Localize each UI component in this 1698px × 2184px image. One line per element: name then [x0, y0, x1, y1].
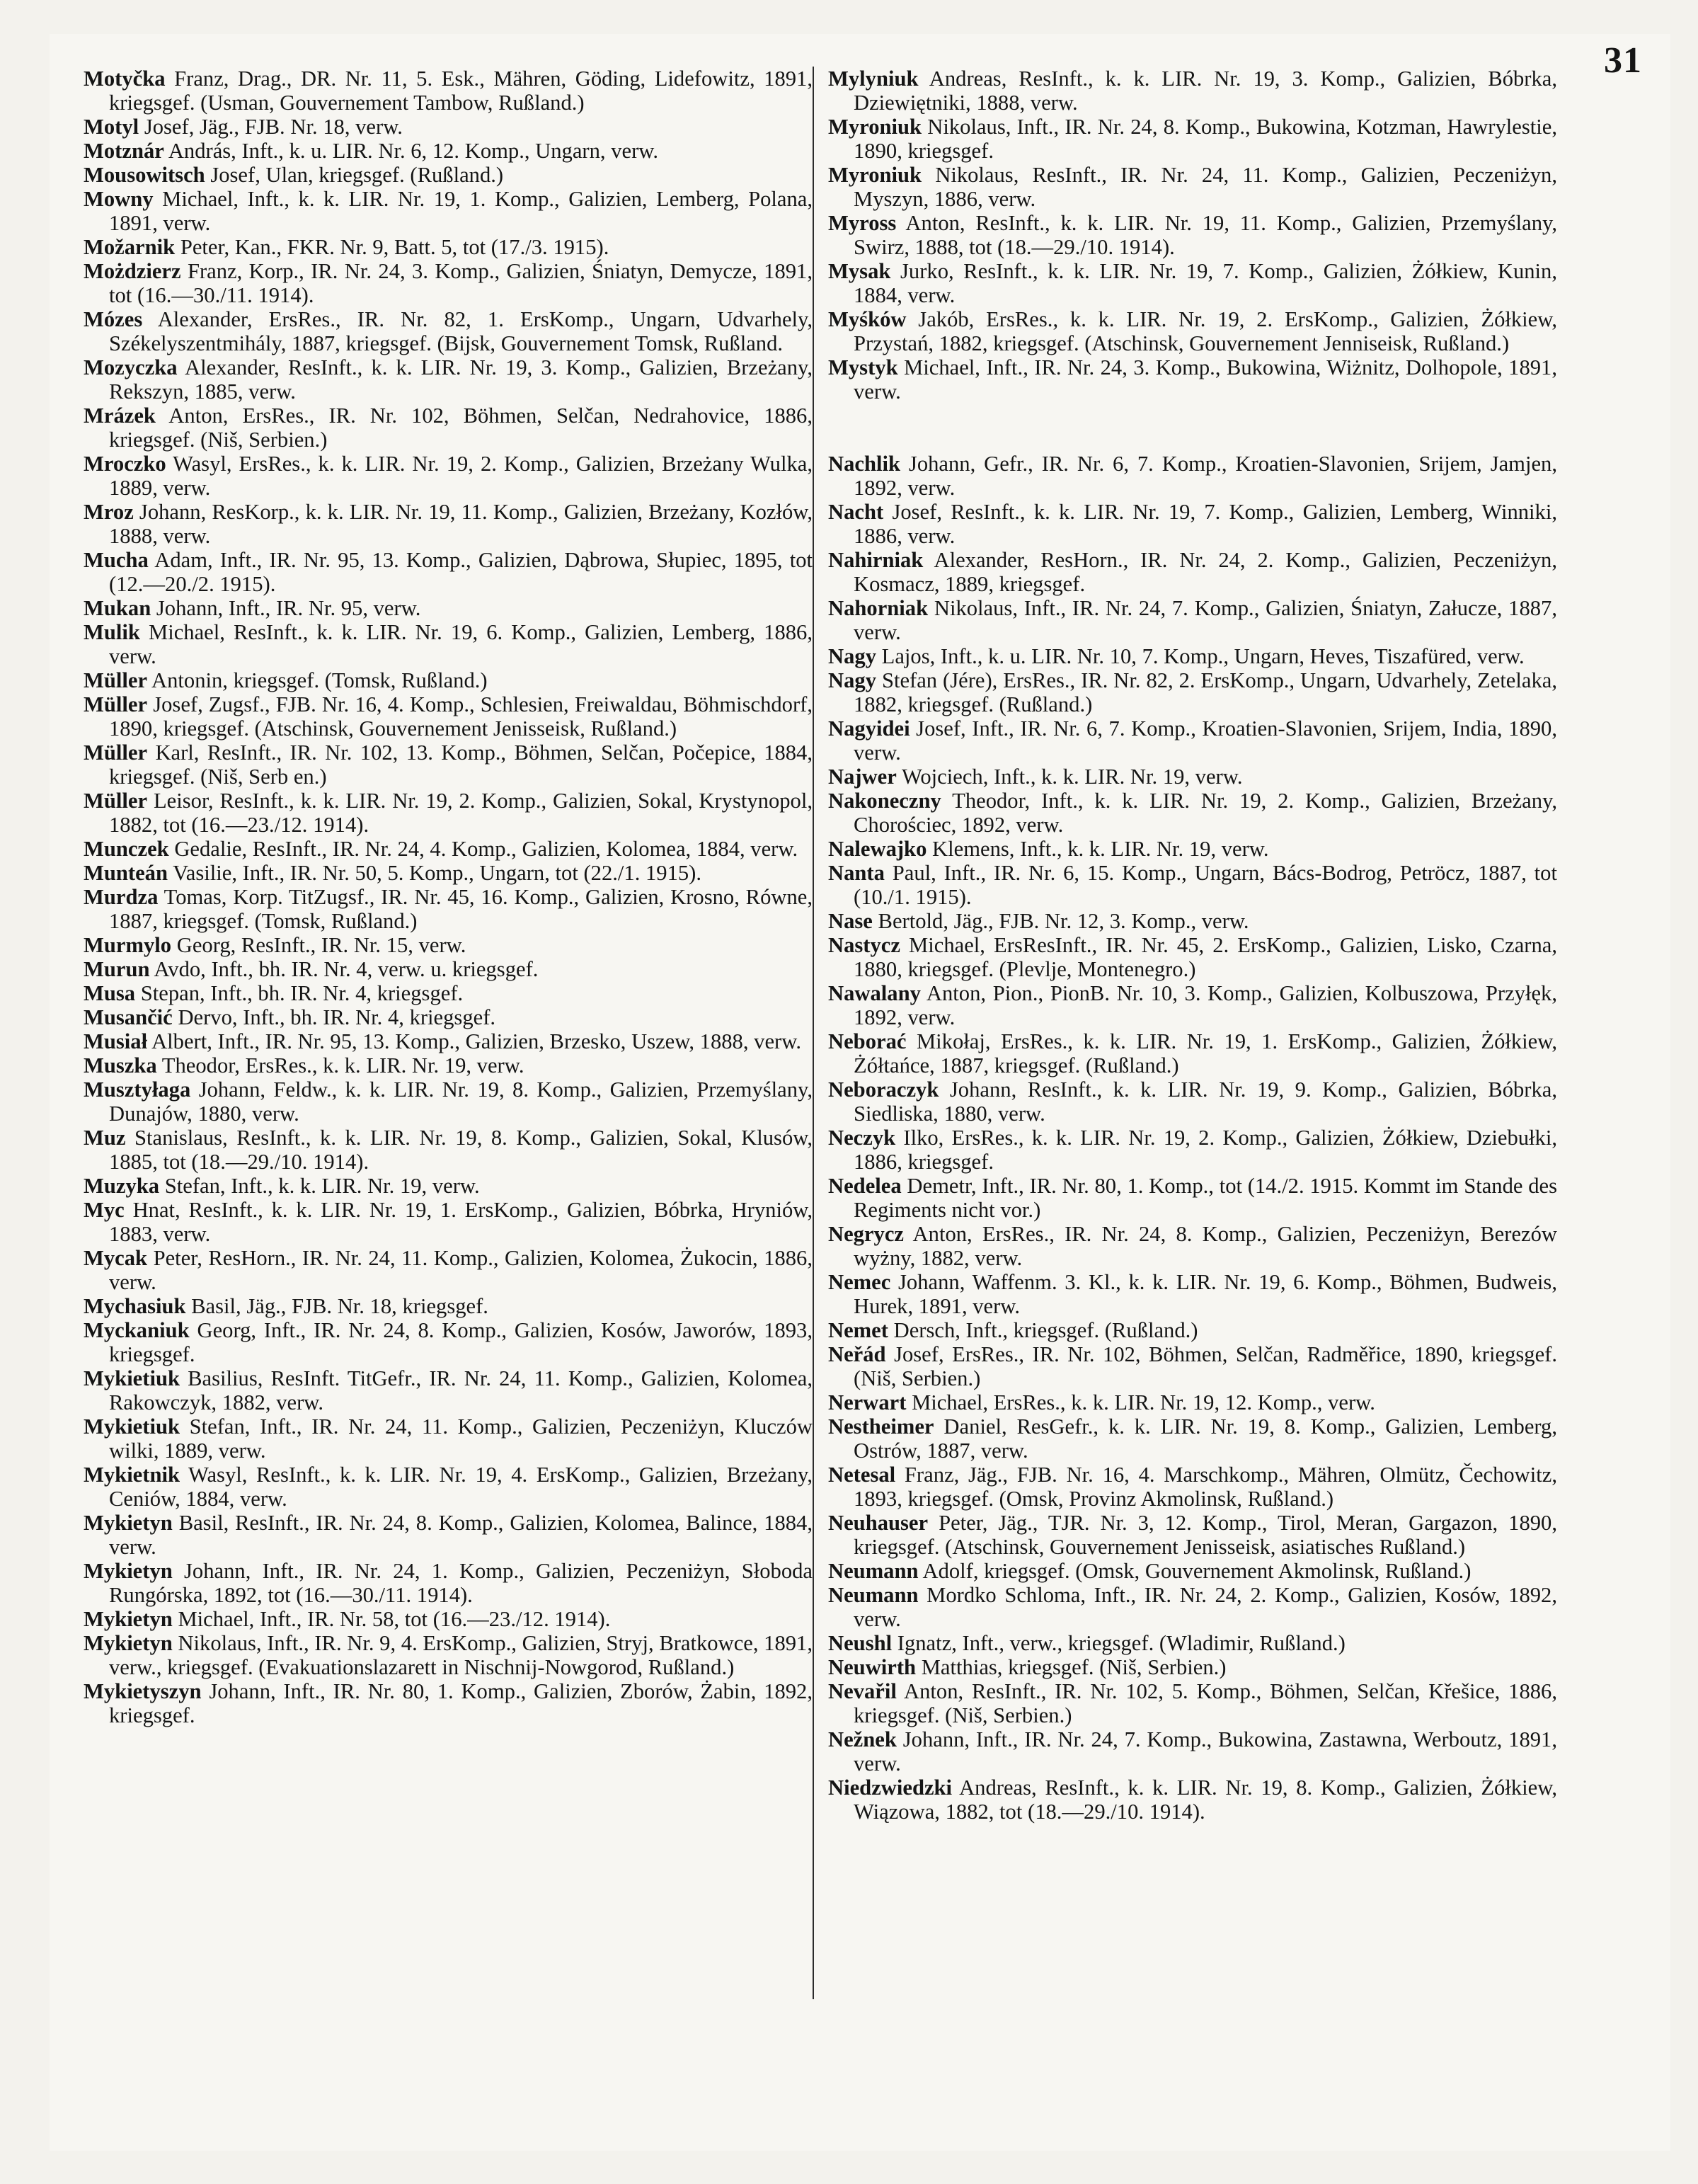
entry-surname: Murun: [84, 957, 150, 981]
entry-surname: Motyl: [84, 115, 139, 139]
entry-details: Jurko, ResInft., k. k. LIR. Nr. 19, 7. Komp., Galizien, Żółkiew, Kunin, 1884, verw.: [854, 259, 1557, 307]
entry-surname: Nahirniak: [828, 548, 924, 572]
entry-details: András, Inft., k. u. LIR. Nr. 6, 12. Komp., Ungarn, verw.: [168, 139, 659, 163]
entry-details: Nikolaus, Inft., IR. Nr. 24, 7. Komp., Galizien, Śniatyn, Załucze, 1887, verw.: [854, 596, 1558, 644]
register-entry: [828, 1029, 1557, 1077]
register-entry: [84, 163, 813, 187]
register-entry: [828, 163, 1557, 211]
entry-surname: Mowny: [84, 187, 154, 211]
entry-details: Johann, Feldw., k. k. LIR. Nr. 19, 8. Komp., Galizien, Przemyślany, Dunajów, 1880, verw.: [109, 1077, 813, 1126]
entry-details: Klemens, Inft., k. k. LIR. Nr. 19, verw.: [932, 837, 1269, 861]
entry-details: Wojciech, Inft., k. k. LIR. Nr. 19, verw.: [901, 765, 1243, 789]
register-entry: [828, 1463, 1557, 1511]
register-entry: [828, 1631, 1557, 1655]
entry-details: Antonin, kriegsgef. (Tomsk, Rußland.): [151, 668, 488, 692]
entry-surname: Neczyk: [828, 1126, 896, 1150]
entry-details: Matthias, kriegsgef. (Niš, Serbien.): [921, 1655, 1227, 1679]
right-column-n-section: [828, 452, 1557, 1824]
entry-surname: Myśków: [828, 307, 907, 331]
register-entry: [828, 307, 1557, 355]
register-entry: [828, 548, 1557, 596]
entry-details: Michael, ErsRes., k. k. LIR. Nr. 19, 12. Komp., verw.: [912, 1390, 1375, 1414]
register-entry: [828, 596, 1557, 644]
right-column-m-section: [828, 67, 1557, 404]
entry-details: Wasyl, ErsRes., k. k. LIR. Nr. 19, 2. Komp., Galizien, Brzeżany Wulka, 1889, verw.: [109, 452, 813, 500]
entry-surname: Mylyniuk: [828, 67, 919, 91]
register-entry: [84, 885, 813, 933]
register-entry: [828, 789, 1557, 837]
entry-details: Michael, ResInft., k. k. LIR. Nr. 19, 6. Komp., Galizien, Lemberg, 1886, verw.: [109, 620, 813, 668]
register-entry: [828, 67, 1557, 115]
register-entry: [84, 692, 813, 741]
entry-surname: Mukan: [84, 596, 151, 620]
entry-surname: Motyčka: [84, 67, 166, 91]
register-entry: [828, 1727, 1557, 1776]
entry-details: Peter, Kan., FKR. Nr. 9, Batt. 5, tot (17./3. 1915).: [180, 235, 609, 259]
entry-surname: Nastycz: [828, 933, 900, 957]
entry-details: Alexander, ResHorn., IR. Nr. 24, 2. Komp., Galizien, Peczeniżyn, Kosmacz, 1889, kriegsgef.: [854, 548, 1557, 596]
register-entry: [84, 1679, 813, 1727]
entry-surname: Muz: [84, 1126, 126, 1150]
entry-surname: Nacht: [828, 500, 884, 524]
entry-surname: Murmylo: [84, 933, 172, 957]
register-entry: [828, 1342, 1557, 1390]
entry-details: Josef, Inft., IR. Nr. 6, 7. Komp., Kroatien-Slavonien, Srijem, India, 1890, verw.: [854, 716, 1557, 765]
register-entry: [828, 1679, 1557, 1727]
entry-details: Karl, ResInft., IR. Nr. 102, 13. Komp., Böhmen, Selčan, Počepice, 1884, kriegsgef. (Niš, Serb en.): [109, 741, 813, 789]
register-entry: [84, 500, 813, 548]
entry-surname: Niedzwiedzki: [828, 1776, 953, 1800]
entry-surname: Możdzierz: [84, 259, 181, 283]
entry-surname: Nase: [828, 909, 873, 933]
register-entry: [828, 644, 1557, 668]
entry-surname: Neumann: [828, 1583, 919, 1607]
entry-surname: Nedelea: [828, 1174, 902, 1198]
entry-details: Michael, ErsResInft., IR. Nr. 45, 2. ErsKomp., Galizien, Lisko, Czarna, 1880, kriegsgef. (Plevlje, Montenegro.): [854, 933, 1557, 981]
entry-surname: Munteán: [84, 861, 168, 885]
right-column: [828, 67, 1557, 1824]
page-number: 31: [1604, 40, 1642, 81]
register-entry: [84, 1414, 813, 1463]
register-entry: [84, 596, 813, 620]
entry-surname: Negrycz: [828, 1222, 905, 1246]
entry-surname: Nerwart: [828, 1390, 907, 1414]
entry-surname: Mulik: [84, 620, 140, 644]
register-entry: [84, 307, 813, 355]
register-entry: [828, 115, 1557, 163]
entry-surname: Neushl: [828, 1631, 893, 1655]
register-entry: [84, 1294, 813, 1318]
entry-details: Ilko, ErsRes., k. k. LIR. Nr. 19, 2. Komp., Galizien, Żółkiew, Dziebułki, 1886, kriegsgef.: [854, 1126, 1557, 1174]
entry-surname: Nanta: [828, 861, 885, 885]
entry-details: Adam, Inft., IR. Nr. 95, 13. Komp., Galizien, Dąbrowa, Słupiec, 1895, tot (12.—20./2. 1915).: [109, 548, 813, 596]
register-entry: [84, 548, 813, 596]
entry-details: Theodor, ErsRes., k. k. LIR. Nr. 19, verw.: [161, 1053, 524, 1077]
entry-details: Franz, Drag., DR. Nr. 11, 5. Esk., Mähren, Göding, Lidefowitz, 1891, kriegsgef. (Usman, Gouvernement Tambow, Rußland.): [109, 67, 813, 115]
entry-details: Wasyl, ResInft., k. k. LIR. Nr. 19, 4. ErsKomp., Galizien, Brzeżany, Ceniów, 1884, verw.: [109, 1463, 813, 1511]
register-entry: [828, 1655, 1557, 1679]
entry-surname: Mychasiuk: [84, 1294, 186, 1318]
register-entry: [828, 1390, 1557, 1414]
register-entry: [828, 1776, 1557, 1824]
register-entry: [828, 1559, 1557, 1583]
entry-surname: Mykietiuk: [84, 1366, 180, 1390]
entry-details: Josef, ResInft., k. k. LIR. Nr. 19, 7. Komp., Galizien, Lemberg, Winniki, 1886, verw.: [854, 500, 1557, 548]
register-entry: [84, 1005, 813, 1029]
entry-surname: Murdza: [84, 885, 159, 909]
register-entry: [828, 355, 1557, 404]
register-entry: [828, 1270, 1557, 1318]
register-entry: [828, 1077, 1557, 1126]
register-entry: [84, 259, 813, 307]
register-entry: [84, 1126, 813, 1174]
entry-surname: Neřád: [828, 1342, 886, 1366]
entry-details: Andreas, ResInft., k. k. LIR. Nr. 19, 8. Komp., Galizien, Żółkiew, Wiązowa, 1882, tot (18.—29./10. 1914).: [854, 1776, 1557, 1824]
register-entry: [84, 1631, 813, 1679]
entry-details: Tomas, Korp. TitZugsf., IR. Nr. 45, 16. Komp., Galizien, Krosno, Równe, 1887, kriegsgef. (Tomsk, Rußland.): [109, 885, 813, 933]
entry-surname: Myross: [828, 211, 897, 235]
entry-details: Ignatz, Inft., verw., kriegsgef. (Wladimir, Rußland.): [897, 1631, 1346, 1655]
entry-details: Johann, ResInft., k. k. LIR. Nr. 19, 9. Komp., Galizien, Bóbrka, Siedliska, 1880, verw.: [854, 1077, 1557, 1126]
register-entry: [84, 1246, 813, 1294]
column-divider: [813, 67, 814, 1999]
entry-surname: Musiał: [84, 1029, 148, 1053]
entry-details: Georg, ResInft., IR. Nr. 15, verw.: [176, 933, 466, 957]
register-entry: [84, 67, 813, 115]
register-entry: [84, 837, 813, 861]
entry-surname: Mystyk: [828, 355, 898, 379]
entry-details: Anton, ResInft., k. k. LIR. Nr. 19, 11. Komp., Galizien, Przemyślany, Swirz, 1888, tot (18.—29./10. 1914).: [854, 211, 1557, 259]
entry-details: Josef, ErsRes., IR. Nr. 102, Böhmen, Selčan, Radměřice, 1890, kriegsgef. (Niš, Serbien.): [854, 1342, 1557, 1390]
entry-details: Basil, Jäg., FJB. Nr. 18, kriegsgef.: [191, 1294, 488, 1318]
entry-details: Johann, Inft., IR. Nr. 24, 1. Komp., Galizien, Peczeniżyn, Słoboda Rungórska, 1892, tot (16.—30./11. 1914).: [109, 1559, 813, 1607]
entry-surname: Müller: [84, 668, 148, 692]
register-entry: [828, 909, 1557, 933]
entry-details: Stanislaus, ResInft., k. k. LIR. Nr. 19, 8. Komp., Galizien, Sokal, Klusów, 1885, tot (18.—29./10. 1914).: [109, 1126, 813, 1174]
entry-details: Demetr, Inft., IR. Nr. 80, 1. Komp., tot (14./2. 1915. Kommt im Stande des Regiments nicht vor.): [854, 1174, 1557, 1222]
register-entry: [84, 957, 813, 981]
entry-details: Johann, ResKorp., k. k. LIR. Nr. 19, 11. Komp., Galizien, Brzeżany, Kozłów, 1888, verw.: [109, 500, 813, 548]
entry-surname: Myc: [84, 1198, 125, 1222]
register-entry: [84, 1198, 813, 1246]
entry-details: Josef, Zugsf., FJB. Nr. 16, 4. Komp., Schlesien, Freiwaldau, Böhmischdorf, 1890, kriegsgef. (Atschinsk, Gouvernement Jenisseisk, Rußland.): [109, 692, 813, 741]
register-entry: [84, 668, 813, 692]
register-entry: [84, 115, 813, 139]
entry-surname: Nežnek: [828, 1727, 897, 1751]
register-entry: [84, 861, 813, 885]
register-entry: [84, 1318, 813, 1366]
entry-details: Alexander, ErsRes., IR. Nr. 82, 1. ErsKomp., Ungarn, Udvarhely, Székelyszentmihály, 1887, kriegsgef. (Bijsk, Gouvernement Tomsk, Rußland.: [109, 307, 813, 355]
entry-details: Johann, Gefr., IR. Nr. 6, 7. Komp., Kroatien-Slavonien, Srijem, Jamjen, 1892, verw.: [854, 452, 1558, 500]
entry-details: Basil, ResInft., IR. Nr. 24, 8. Komp., Galizien, Kolomea, Balince, 1884, verw.: [109, 1511, 813, 1559]
entry-surname: Müller: [84, 789, 148, 813]
entry-surname: Neuhauser: [828, 1511, 929, 1535]
register-entry: [84, 452, 813, 500]
entry-surname: Mykietyszyn: [84, 1679, 202, 1703]
entry-details: Peter, ResHorn., IR. Nr. 24, 11. Komp., Galizien, Kolomea, Żukocin, 1886, verw.: [109, 1246, 813, 1294]
register-entry: [84, 789, 813, 837]
entry-surname: Musztyłaga: [84, 1077, 191, 1102]
register-entry: [828, 259, 1557, 307]
entry-surname: Nalewajko: [828, 837, 927, 861]
entry-details: Adolf, kriegsgef. (Omsk, Gouvernement Akmolinsk, Rußland.): [922, 1559, 1472, 1583]
entry-details: Johann, Waffenm. 3. Kl., k. k. LIR. Nr. 19, 6. Komp., Böhmen, Budweis, Hurek, 1891, verw.: [854, 1270, 1557, 1318]
entry-details: Johann, Inft., IR. Nr. 95, verw.: [156, 596, 421, 620]
entry-details: Dersch, Inft., kriegsgef. (Rußland.): [893, 1318, 1198, 1342]
register-entry: [84, 355, 813, 404]
entry-details: Peter, Jäg., TJR. Nr. 3, 12. Komp., Tirol, Meran, Gargazon, 1890, kriegsgef. (Atschinsk, Gouvernement Jenisseisk, asiatisches Rußland.): [854, 1511, 1557, 1559]
register-entry: [84, 1559, 813, 1607]
entry-details: Lajos, Inft., k. u. LIR. Nr. 10, 7. Komp., Ungarn, Heves, Tiszafüred, verw.: [881, 644, 1525, 668]
entry-details: Jakób, ErsRes., k. k. LIR. Nr. 19, 2. ErsKomp., Galizien, Żółkiew, Przystań, 1882, kriegsgef. (Atschinsk, Gouvernement Jenniseisk, Rußland.): [854, 307, 1557, 355]
entry-surname: Neborać: [828, 1029, 907, 1053]
entry-details: Theodor, Inft., k. k. LIR. Nr. 19, 2. Komp., Galizien, Brzeżany, Chorościec, 1892, verw.: [854, 789, 1557, 837]
register-entry: [828, 1583, 1557, 1631]
entry-surname: Nawalany: [828, 981, 921, 1005]
register-entry: [84, 1511, 813, 1559]
entry-surname: Mykietyn: [84, 1631, 173, 1655]
entry-surname: Munczek: [84, 837, 169, 861]
register-entry: [828, 1126, 1557, 1174]
entry-details: Andreas, ResInft., k. k. LIR. Nr. 19, 3. Komp., Galizien, Bóbrka, Dziewiętniki, 1888, verw.: [854, 67, 1558, 115]
register-entry: [84, 620, 813, 668]
entry-surname: Mycak: [84, 1246, 148, 1270]
entry-surname: Muzyka: [84, 1174, 160, 1198]
entry-surname: Nevařil: [828, 1679, 897, 1703]
section-gap: [828, 404, 1557, 452]
register-entry: [84, 1029, 813, 1053]
entry-details: Leisor, ResInft., k. k. LIR. Nr. 19, 2. Komp., Galizien, Sokal, Krystynopol, 1882, tot (16.—23./12. 1914).: [109, 789, 813, 837]
entry-surname: Musa: [84, 981, 136, 1005]
register-entry: [828, 981, 1557, 1029]
register-entry: [828, 668, 1557, 716]
left-column: [84, 67, 813, 1727]
entry-details: Nikolaus, Inft., IR. Nr. 9, 4. ErsKomp., Galizien, Stryj, Bratkowce, 1891, verw., kriegsgef. (Evakuationslazarett in Nischnij-Nowgorod, Rußland.): [109, 1631, 813, 1679]
entry-surname: Nemec: [828, 1270, 891, 1294]
entry-surname: Mucha: [84, 548, 149, 572]
entry-surname: Nachlik: [828, 452, 900, 476]
register-entry: [828, 933, 1557, 981]
entry-surname: Myckaniuk: [84, 1318, 190, 1342]
entry-details: Albert, Inft., IR. Nr. 95, 13. Komp., Galizien, Brzesko, Uszew, 1888, verw.: [151, 1029, 801, 1053]
entry-details: Mordko Schloma, Inft., IR. Nr. 24, 2. Komp., Galizien, Kosów, 1892, verw.: [854, 1583, 1557, 1631]
entry-details: Anton, ResInft., IR. Nr. 102, 5. Komp., Böhmen, Selčan, Křešice, 1886, kriegsgef. (Niš, Serbien.): [854, 1679, 1558, 1727]
register-entry: [828, 1222, 1557, 1270]
entry-details: Michael, Inft., k. k. LIR. Nr. 19, 1. Komp., Galizien, Lemberg, Polana, 1891, verw.: [109, 187, 813, 235]
register-entry: [84, 1174, 813, 1198]
entry-surname: Myroniuk: [828, 115, 922, 139]
entry-surname: Müller: [84, 741, 148, 765]
register-entry: [84, 187, 813, 235]
register-entry: [828, 1174, 1557, 1222]
entry-details: Bertold, Jäg., FJB. Nr. 12, 3. Komp., verw.: [878, 909, 1249, 933]
entry-details: Mikołaj, ErsRes., k. k. LIR. Nr. 19, 1. ErsKomp., Galizien, Żółkiew, Żółtańce, 1887, kriegsgef. (Rußland.): [854, 1029, 1558, 1077]
register-entry: [828, 716, 1557, 765]
entry-surname: Nakoneczny: [828, 789, 941, 813]
register-entry: [828, 1414, 1557, 1463]
register-entry: [828, 765, 1557, 789]
entry-details: Hnat, ResInft., k. k. LIR. Nr. 19, 1. ErsKomp., Galizien, Bóbrka, Hryniów, 1883, verw.: [109, 1198, 813, 1246]
entry-details: Franz, Korp., IR. Nr. 24, 3. Komp., Galizien, Śniatyn, Demycze, 1891, tot (16.—30./11. 1914).: [109, 259, 813, 307]
entry-surname: Nahorniak: [828, 596, 929, 620]
entry-details: Franz, Jäg., FJB. Nr. 16, 4. Marschkomp., Mähren, Olmütz, Čechowitz, 1893, kriegsgef. (Omsk, Provinz Akmolinsk, Rußland.): [854, 1463, 1557, 1511]
entry-surname: Mykietyn: [84, 1511, 173, 1535]
entry-details: Stefan, Inft., k. k. LIR. Nr. 19, verw.: [164, 1174, 480, 1198]
register-entry: [84, 1463, 813, 1511]
register-entry: [84, 741, 813, 789]
register-entry: [828, 861, 1557, 909]
entry-surname: Nemet: [828, 1318, 888, 1342]
entry-surname: Mozyczka: [84, 355, 178, 379]
entry-surname: Nestheimer: [828, 1414, 934, 1439]
entry-details: Stefan (Jére), ErsRes., IR. Nr. 82, 2. ErsKomp., Ungarn, Udvarhely, Zetelaka, 1882, kriegsgef. (Rußland.): [854, 668, 1557, 716]
entry-details: Nikolaus, ResInft., IR. Nr. 24, 11. Komp., Galizien, Peczeniżyn, Myszyn, 1886, verw.: [854, 163, 1557, 211]
entry-details: Josef, Jäg., FJB. Nr. 18, verw.: [144, 115, 403, 139]
register-entry: [828, 211, 1557, 259]
entry-surname: Musančić: [84, 1005, 173, 1029]
entry-details: Gedalie, ResInft., IR. Nr. 24, 4. Komp., Galizien, Kolomea, 1884, verw.: [174, 837, 798, 861]
entry-details: Josef, Ulan, kriegsgef. (Rußland.): [210, 163, 504, 187]
register-entry: [84, 235, 813, 259]
entry-details: Paul, Inft., IR. Nr. 6, 15. Komp., Ungarn, Bács-Bodrog, Petröcz, 1887, tot (10./1. 1915).: [854, 861, 1557, 909]
entry-details: Vasilie, Inft., IR. Nr. 50, 5. Komp., Ungarn, tot (22./1. 1915).: [173, 861, 702, 885]
register-entry: [84, 981, 813, 1005]
register-entry: [84, 1607, 813, 1631]
register-entry: [84, 404, 813, 452]
entry-surname: Mrázek: [84, 404, 156, 428]
entry-surname: Mroczko: [84, 452, 166, 476]
entry-surname: Nagyidei: [828, 716, 910, 741]
entry-surname: Možarnik: [84, 235, 176, 259]
entry-surname: Mykietiuk: [84, 1414, 180, 1439]
entry-details: Avdo, Inft., bh. IR. Nr. 4, verw. u. kriegsgef.: [154, 957, 539, 981]
entry-details: Michael, Inft., IR. Nr. 58, tot (16.—23./12. 1914).: [178, 1607, 611, 1631]
register-entry: [84, 139, 813, 163]
entry-surname: Mroz: [84, 500, 134, 524]
entry-surname: Müller: [84, 692, 148, 716]
entry-details: Alexander, ResInft., k. k. LIR. Nr. 19, 3. Komp., Galizien, Brzeżany, Rekszyn, 1885, verw.: [109, 355, 813, 404]
entry-surname: Netesal: [828, 1463, 896, 1487]
entry-details: Georg, Inft., IR. Nr. 24, 8. Komp., Galizien, Kosów, Jaworów, 1893, kriegsgef.: [109, 1318, 813, 1366]
entry-details: Stefan, Inft., IR. Nr. 24, 11. Komp., Galizien, Peczeniżyn, Kluczów wilki, 1889, verw.: [109, 1414, 813, 1463]
entry-surname: Nagy: [828, 644, 876, 668]
entry-details: Stepan, Inft., bh. IR. Nr. 4, kriegsgef.: [140, 981, 464, 1005]
register-entry: [828, 452, 1557, 500]
entry-surname: Neuwirth: [828, 1655, 917, 1679]
register-entry: [84, 1366, 813, 1414]
register-entry: [828, 1511, 1557, 1559]
entry-details: Anton, ErsRes., IR. Nr. 102, Böhmen, Selčan, Nedrahovice, 1886, kriegsgef. (Niš, Serbien.): [109, 404, 813, 452]
entry-surname: Neboraczyk: [828, 1077, 939, 1102]
register-entry: [84, 1077, 813, 1126]
entry-details: Johann, Inft., IR. Nr. 24, 7. Komp., Bukowina, Zastawna, Werboutz, 1891, verw.: [854, 1727, 1557, 1776]
register-entry: [828, 500, 1557, 548]
entry-surname: Mózes: [84, 307, 143, 331]
entry-details: Dervo, Inft., bh. IR. Nr. 4, kriegsgef.: [178, 1005, 496, 1029]
entry-surname: Neumann: [828, 1559, 919, 1583]
entry-details: Basilius, ResInft. TitGefr., IR. Nr. 24, 11. Komp., Galizien, Kolomea, Rakowczyk, 1882, verw.: [109, 1366, 813, 1414]
register-entry: [828, 837, 1557, 861]
entry-details: Johann, Inft., IR. Nr. 80, 1. Komp., Galizien, Zborów, Żabin, 1892, kriegsgef.: [109, 1679, 813, 1727]
entry-details: Anton, ErsRes., IR. Nr. 24, 8. Komp., Galizien, Peczeniżyn, Berezów wyżny, 1882, verw.: [854, 1222, 1557, 1270]
entry-surname: Mykietyn: [84, 1607, 173, 1631]
entry-surname: Myroniuk: [828, 163, 922, 187]
entry-surname: Muszka: [84, 1053, 157, 1077]
register-entry: [84, 933, 813, 957]
entry-surname: Motznár: [84, 139, 164, 163]
entry-surname: Najwer: [828, 765, 897, 789]
entry-details: Michael, Inft., IR. Nr. 24, 3. Komp., Bukowina, Wiżnitz, Dolhopole, 1891, verw.: [854, 355, 1557, 404]
entry-details: Daniel, ResGefr., k. k. LIR. Nr. 19, 8. Komp., Galizien, Lemberg, Ostrów, 1887, verw.: [854, 1414, 1557, 1463]
entry-details: Nikolaus, Inft., IR. Nr. 24, 8. Komp., Bukowina, Kotzman, Hawrylestie, 1890, kriegsgef.: [854, 115, 1558, 163]
entry-surname: Mysak: [828, 259, 891, 283]
entry-details: Anton, Pion., PionB. Nr. 10, 3. Komp., Galizien, Kolbuszowa, Przyłęk, 1892, verw.: [854, 981, 1557, 1029]
register-entry: [84, 1053, 813, 1077]
register-entry: [828, 1318, 1557, 1342]
entry-surname: Nagy: [828, 668, 876, 692]
entry-surname: Mykietyn: [84, 1559, 173, 1583]
entry-surname: Mykietnik: [84, 1463, 180, 1487]
entry-surname: Mousowitsch: [84, 163, 205, 187]
